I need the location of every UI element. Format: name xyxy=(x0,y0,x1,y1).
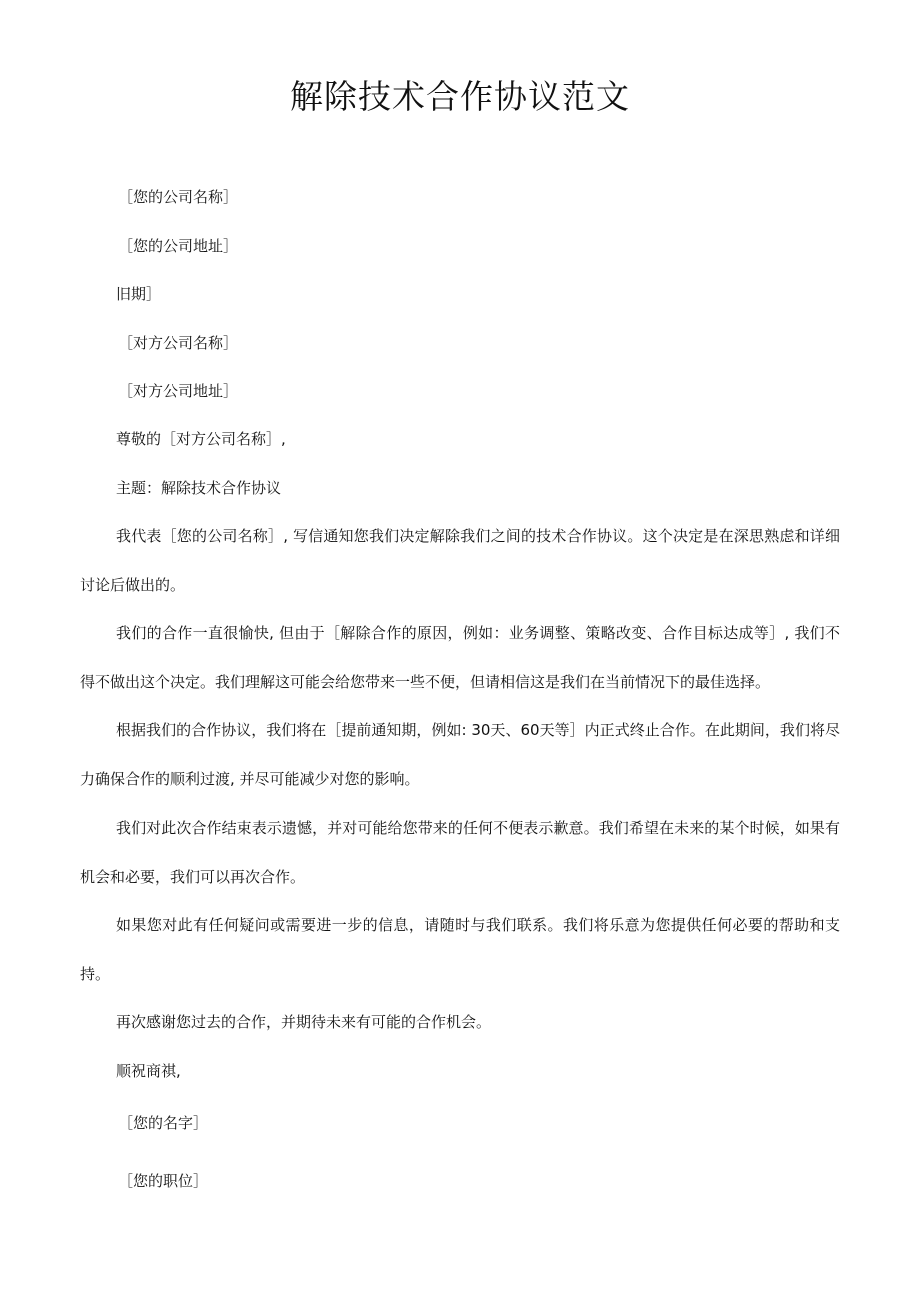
document-title: 解除技术合作协议范文 xyxy=(290,77,630,116)
sender-company-name: ［您的公司名称］ xyxy=(118,188,239,206)
body-paragraph: 我们的合作一直很愉快, 但由于［解除合作的原因，例如：业务调整、策略改变、合作目标达成等］, 我们不得不做出这个决定。我们理解这可能会给您带来一些不便，但请相信这是我们在当前情况下的最佳选择。 xyxy=(80,624,840,691)
signature-name: ［您的名字］ xyxy=(118,1114,209,1132)
closing-line: 顺祝商祺, xyxy=(116,1062,181,1080)
recipient-company-name: ［对方公司名称］ xyxy=(118,334,239,352)
subject-line: 主题：解除技术合作协议 xyxy=(116,479,282,497)
body-paragraph: 我代表［您的公司名称］, 写信通知您我们决定解除我们之间的技术合作协议。这个决定是在深思熟虑和详细讨论后做出的。 xyxy=(80,527,840,594)
body-paragraph: 如果您对此有任何疑问或需要进一步的信息，请随时与我们联系。我们将乐意为您提供任何必要的帮助和支持。 xyxy=(80,916,840,983)
recipient-company-address: ［对方公司地址］ xyxy=(118,382,239,400)
sender-company-address: ［您的公司地址］ xyxy=(118,237,239,255)
salutation: 尊敬的［对方公司名称］, xyxy=(116,430,286,448)
body-paragraph: 我们对此次合作结束表示遗憾，并对可能给您带来的任何不便表示歉意。我们希望在未来的某个时候，如果有机会和必要，我们可以再次合作。 xyxy=(80,819,840,886)
date-line: 旧期］ xyxy=(116,285,162,303)
signature-title: ［您的职位］ xyxy=(118,1172,209,1190)
body-paragraph: 根据我们的合作协议，我们将在［提前通知期，例如: 30天、60天等］内正式终止合作。在此期间，我们将尽力确保合作的顺利过渡, 并尽可能减少对您的影响。 xyxy=(80,721,840,788)
body-paragraph: 再次感谢您过去的合作，并期待未来有可能的合作机会。 xyxy=(116,1013,492,1031)
